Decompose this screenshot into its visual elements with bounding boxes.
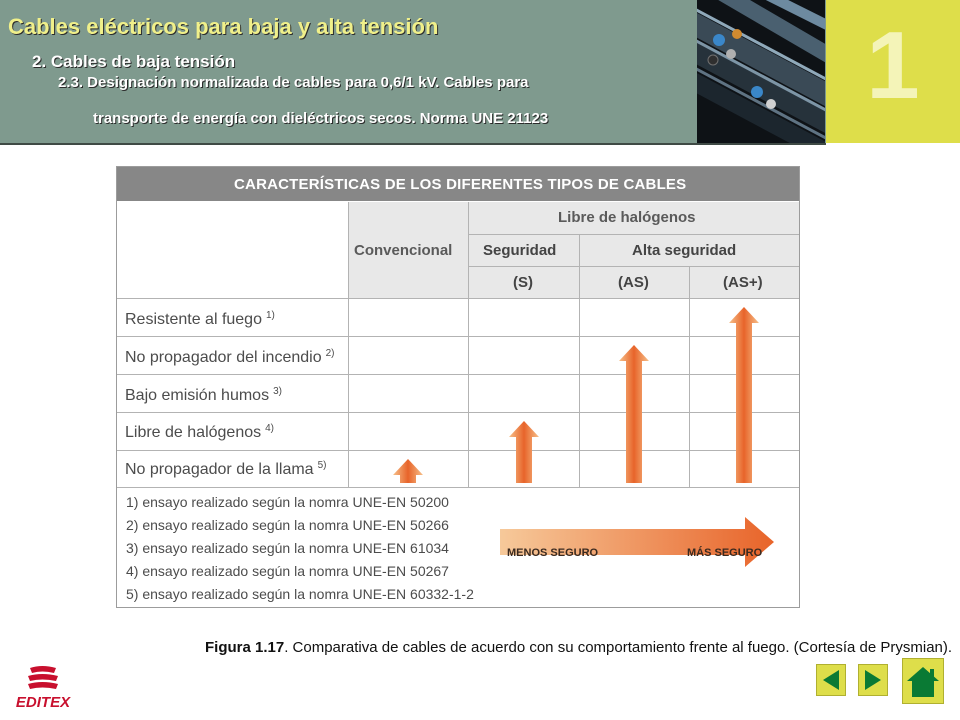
note-item: 1) ensayo realizado según la nomra UNE-EN 50200 — [126, 494, 449, 510]
unit-number: 1 — [866, 12, 920, 119]
col-as: (AS) — [618, 274, 649, 291]
level-arrow-s — [509, 421, 539, 483]
editex-logo-icon — [8, 664, 78, 712]
note-item: 2) ensayo realizado según la nomra UNE-EN 50266 — [126, 517, 449, 533]
home-button[interactable] — [902, 658, 944, 704]
col-asplus: (AS+) — [723, 274, 763, 291]
left-arrow-icon — [817, 665, 845, 695]
figure-title: CARACTERÍSTICAS DE LOS DIFERENTES TIPOS DE CABLES — [234, 176, 687, 193]
caption-text: . Comparativa de cables de acuerdo con su comportamiento frente al fuego. (Cortesía de Prysmian). — [284, 639, 953, 656]
note-item: 4) ensayo realizado según la nomra UNE-EN 50267 — [126, 563, 449, 579]
safety-scale-arrow — [500, 517, 774, 567]
row-label: Resistente al fuego $^{1)}$ — [125, 310, 275, 328]
col-convencional: Convencional — [354, 242, 453, 259]
row-label: No propagador de la llama $^{5)}$ — [125, 460, 327, 478]
unit-number-badge — [826, 0, 960, 143]
subsection-heading-line1: 2.3. Designación normalizada de cables para 0,6/1 kV. Cables para — [58, 74, 529, 91]
row-label: Libre de halógenos $^{4)}$ — [125, 423, 275, 441]
slide-title: Cables eléctricos para baja y alta tensión — [8, 14, 439, 39]
scale-right-label: MÁS SEGURO — [687, 547, 763, 559]
row-label: Bajo emisión humos $^{3)}$ — [125, 386, 282, 404]
figure-caption — [205, 636, 952, 659]
col-s: (S) — [513, 274, 533, 291]
arrow-asplus — [729, 307, 759, 483]
col-alta-seguridad: Alta seguridad — [632, 242, 737, 259]
scale-left-label: MENOS SEGURO — [507, 547, 599, 559]
level-arrow-asplus — [729, 307, 759, 483]
col-seguridad: Seguridad — [483, 242, 557, 259]
home-icon — [903, 659, 943, 703]
cable-comparison-figure — [116, 166, 800, 608]
right-arrow-icon — [859, 665, 887, 695]
caption-label: Figura 1.17 — [205, 639, 285, 656]
col-libre-halogenos: Libre de halógenos — [558, 209, 696, 226]
note-item: 3) ensayo realizado según la nomra UNE-EN 61034 — [126, 540, 449, 556]
cables-photo — [697, 0, 825, 143]
section-heading: 2. Cables de baja tensión — [32, 52, 236, 71]
arrow-convencional — [393, 459, 423, 483]
row-label: No propagador del incendio $^{2)}$ — [125, 348, 335, 366]
level-arrow-convencional — [393, 459, 423, 483]
subsection-heading-line2: transporte de energía con dieléctricos secos. Norma UNE 21123 — [93, 110, 549, 127]
level-arrow-as — [619, 345, 649, 483]
editex-logo — [8, 664, 78, 712]
arrow-s — [509, 421, 539, 483]
logo-text: EDITEX — [15, 694, 71, 711]
arrow-as — [619, 345, 649, 483]
note-item: 5) ensayo realizado según la nomra UNE-EN 60332-1-2 — [126, 586, 474, 602]
next-slide-button[interactable] — [858, 664, 888, 696]
prev-slide-button[interactable] — [816, 664, 846, 696]
